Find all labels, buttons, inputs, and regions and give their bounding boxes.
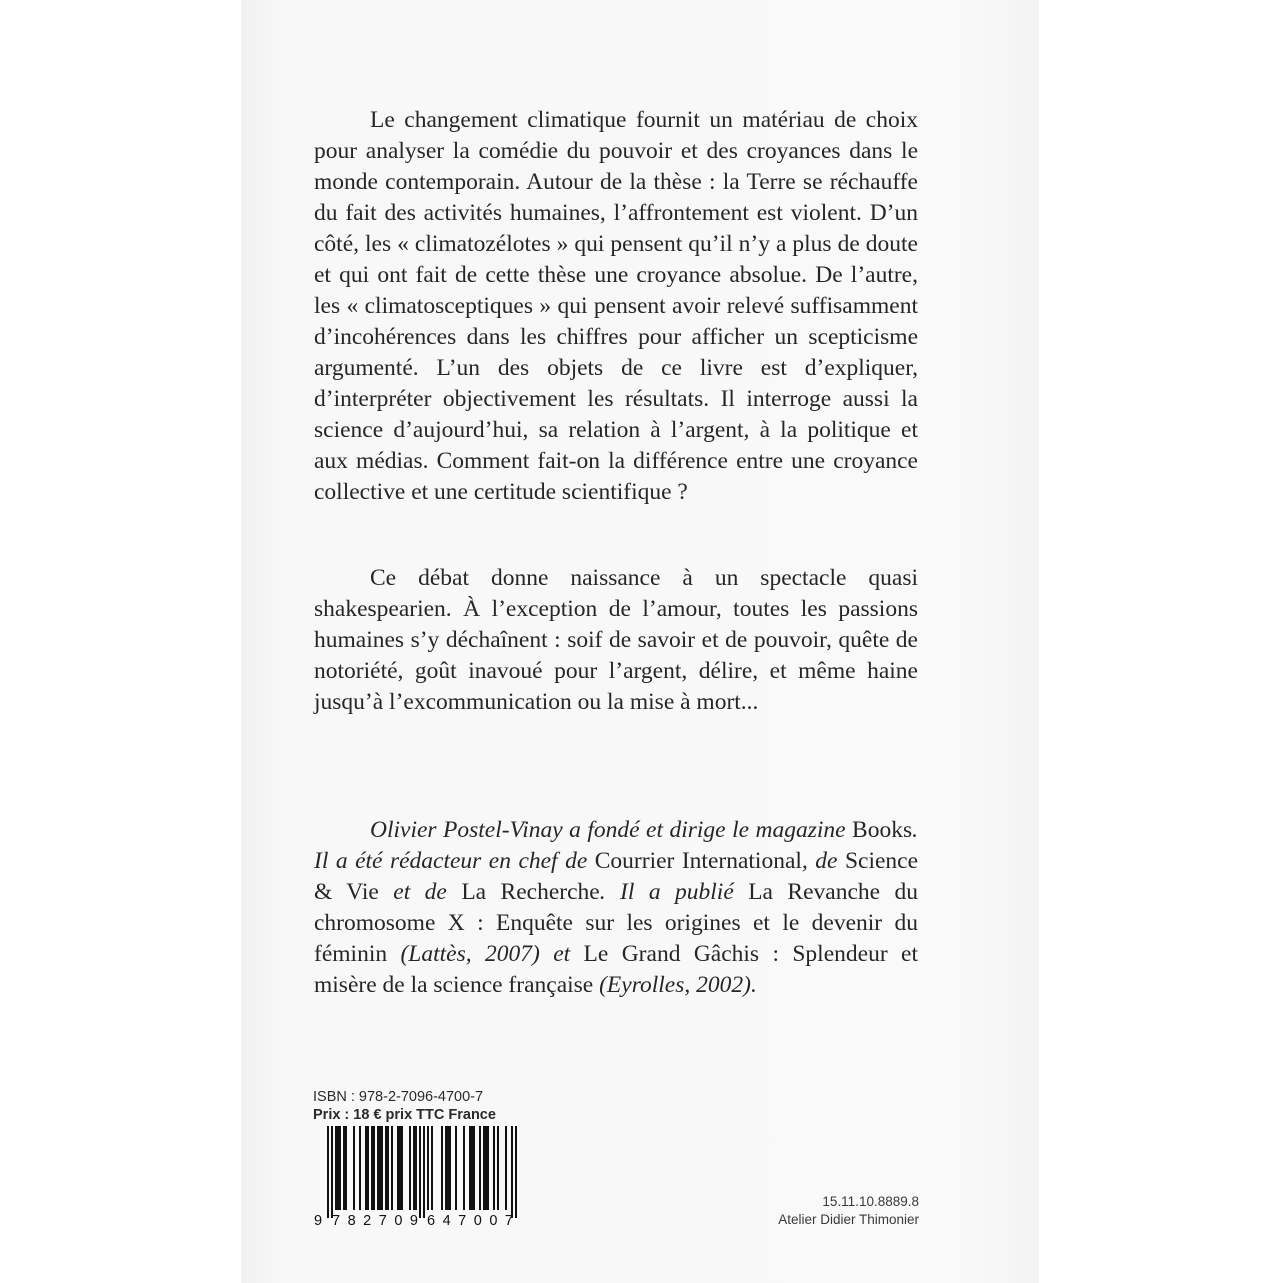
- bio-segment: et de: [378, 879, 462, 905]
- author-bio: [314, 815, 918, 1001]
- price-label: Prix : 18 € prix TTC France: [313, 1107, 496, 1123]
- bio-segment: (Eyrolles, 2002).: [593, 972, 757, 998]
- summary-paragraph-2: [314, 563, 918, 718]
- barcode-bar-2: [335, 1126, 341, 1210]
- barcode-bar-15: [423, 1126, 425, 1218]
- barcode-digits-left: 782709: [332, 1213, 418, 1228]
- barcode-bar-25: [493, 1126, 495, 1210]
- barcode-bar-19: [445, 1126, 451, 1210]
- bio-segment: Olivier Postel-Vinay a fondé et dirige le magazine: [370, 817, 853, 843]
- barcode-bar-24: [483, 1126, 489, 1210]
- barcode-bar-17: [431, 1126, 433, 1210]
- barcode-bar-5: [359, 1126, 361, 1210]
- barcode-image: [313, 1126, 521, 1228]
- barcode-bar-12: [409, 1126, 411, 1210]
- barcode: [313, 1126, 521, 1228]
- barcode-bar-18: [441, 1126, 443, 1210]
- barcode-bar-3: [343, 1126, 347, 1210]
- bio-segment: (Lattès, 2007) et: [387, 941, 584, 967]
- barcode-bar-7: [371, 1126, 375, 1210]
- summary-text-2: Ce débat donne naissance à un spectacle quasi shakespearien. À l’exception de l’amour, toutes les passions humaines s’y déchaînent : soif de savoir et de pouvoir, quête de notoriété, goût inavoué pour l’argent, délire, et même haine jusqu’à l’excommunication ou la mise à mort...: [314, 565, 918, 715]
- isbn-label: ISBN : 978-2-7096-4700-7: [313, 1089, 484, 1105]
- print-code: 15.11.10.8889.8: [822, 1194, 919, 1209]
- barcode-bar-23: [479, 1126, 481, 1210]
- barcode-bar-14: [419, 1126, 421, 1218]
- bio-segment: Il a été rédacteur en chef de: [314, 848, 595, 874]
- summary-paragraph-1: [314, 105, 918, 508]
- summary-text-1: Le changement climatique fournit un matériau de choix pour analyser la comédie du pouvoir et des croyances dans le monde contemporain. Autour de la thèse : la Terre se réchauffe du fait des activités humaines, l’affrontement est violent. D’un côté, les « climatozélotes » qui pensent qu’il n’y a plus de doute et qui ont fait de cette thèse une croyance absolue. De l’autre, les « climatosceptiques » qui pensent avoir relevé suffisamment d’incohérences dans les chiffres pour afficher un scepticisme argumenté. L’un des objets de ce livre est d’expliquer, d’interpréter objectivement les résultats. Il interroge aussi la science d’aujourd’hui, sa relation à l’argent, à la politique et aux médias. Comment fait-on la différence entre une croyance collective et une certitude scientifique ?: [314, 107, 918, 505]
- book-title: Le Grand Gâchis : Splendeur et misère de la science française: [314, 941, 918, 998]
- barcode-bars: [327, 1126, 517, 1218]
- barcode-bar-21: [463, 1126, 465, 1210]
- magazine-title: La Recherche: [461, 879, 600, 905]
- barcode-bar-0: [327, 1126, 329, 1218]
- barcode-bar-13: [413, 1126, 417, 1210]
- barcode-bar-6: [365, 1126, 369, 1210]
- barcode-bar-11: [397, 1126, 403, 1210]
- barcode-bar-28: [511, 1126, 513, 1218]
- bio-segment: , de: [801, 848, 845, 874]
- magazine-title: Courrier International: [594, 848, 802, 874]
- bio-segment: . Il a publié: [599, 879, 749, 905]
- barcode-bar-9: [385, 1126, 389, 1210]
- barcode-bar-22: [469, 1126, 475, 1210]
- bio-segment: .: [912, 817, 918, 843]
- barcode-bar-8: [377, 1126, 383, 1210]
- author-bio-text: [314, 815, 918, 1001]
- barcode-bar-4: [353, 1126, 355, 1210]
- barcode-digits-right: 647007: [427, 1213, 513, 1228]
- barcode-bar-16: [427, 1126, 429, 1210]
- barcode-bar-29: [515, 1126, 517, 1218]
- barcode-bar-20: [455, 1126, 457, 1210]
- barcode-bar-26: [497, 1126, 499, 1210]
- barcode-bar-1: [331, 1126, 333, 1218]
- magazine-title: Books: [852, 817, 913, 843]
- barcode-bar-10: [391, 1126, 393, 1210]
- magazine-title: Science & Vie: [314, 848, 919, 905]
- book-title: La Revanche du chromosome X : Enquête sur les origines et le devenir du féminin: [314, 879, 919, 967]
- workshop-credit: Atelier Didier Thimonier: [778, 1212, 919, 1227]
- barcode-bar-27: [505, 1126, 507, 1210]
- barcode-digit-first: 9: [314, 1213, 323, 1228]
